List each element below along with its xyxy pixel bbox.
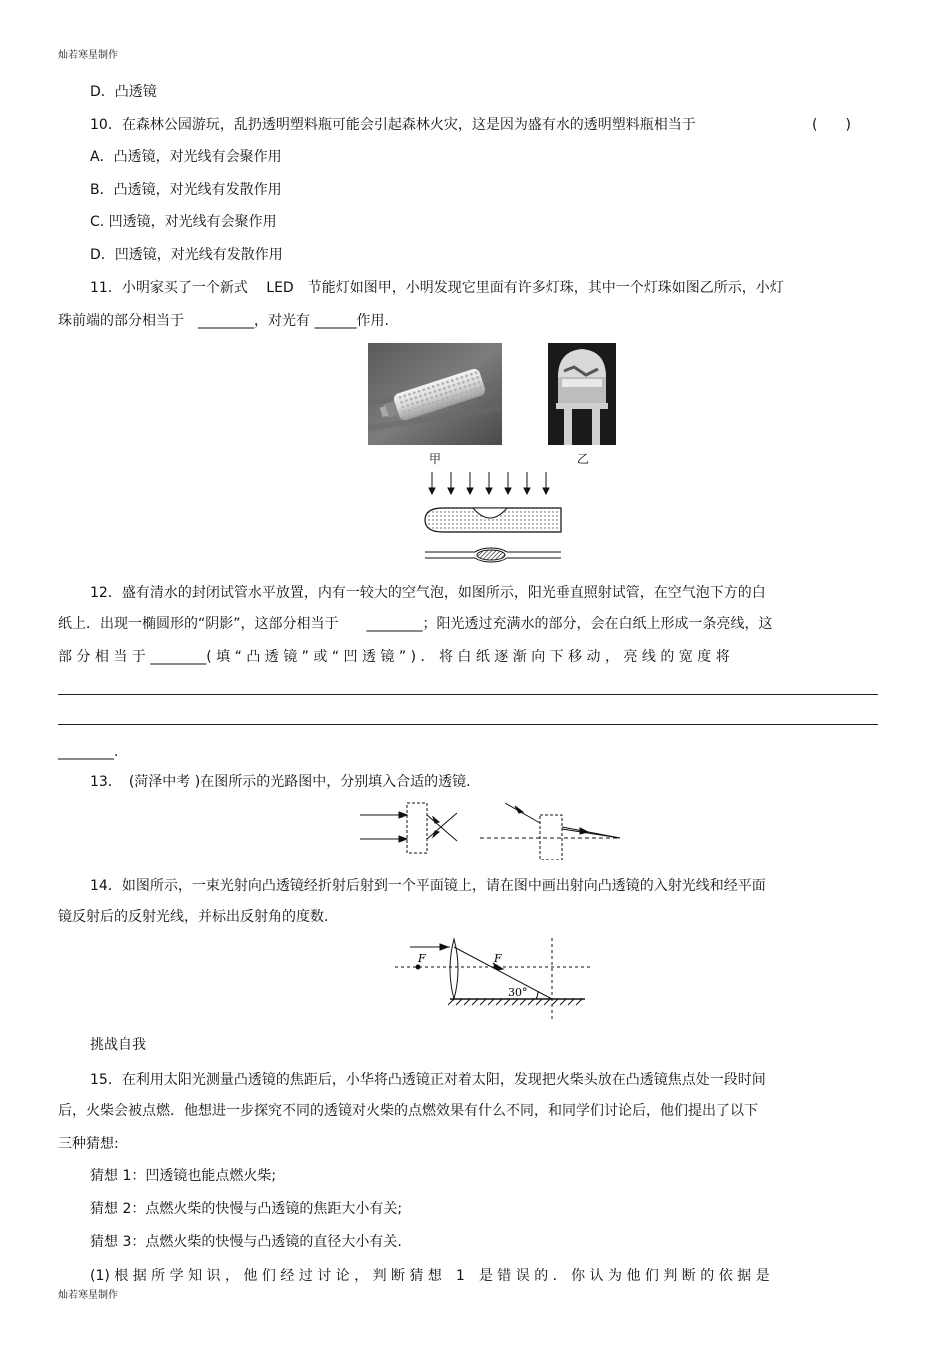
q12-line2: 纸上．出现一椭圆形的“阴影”，这部分相当于 ________；阳光透过充满水的部分，会在白纸上形成一条亮线，这: [58, 616, 773, 632]
q9-option-d: D．凸透镜: [90, 84, 157, 100]
q14-line2: 镜反射后的反射光线，并标出反射角的度数.: [58, 909, 329, 925]
answer-line: [58, 694, 878, 695]
q15-guess-1: 猜想 1：凹透镜也能点燃火柴;: [90, 1168, 277, 1184]
q14-lens-mirror-diagram: [390, 933, 595, 1023]
angle-label: 30°: [508, 986, 528, 999]
q15-guess-3: 猜想 3：点燃火柴的快慢与凸透镜的直径大小有关.: [90, 1234, 402, 1250]
focus-label-left: F: [418, 952, 426, 965]
q10-stem: 10．在森林公园游玩，乱扔透明塑料瓶可能会引起森林火灾，这是因为盛有水的透明塑料瓶相当于: [90, 117, 696, 133]
q15-line3: 三种猜想:: [58, 1136, 119, 1152]
q10-option-b: B．凸透镜，对光线有发散作用: [90, 182, 282, 198]
q15-line1: 15．在利用太阳光测量凸透镜的焦距后，小华将凸透镜正对着太阳，发现把火柴头放在凸透镜焦点处一段时间: [90, 1072, 766, 1088]
q13-text: 13． (菏泽中考 )在图所示的光路图中，分别填入合适的透镜.: [90, 774, 471, 790]
q12-line3: 部 分 相 当 于 ________( 填 “ 凸 透 镜 ” 或 “ 凹 透 镜 ” ) ． 将 白 纸 逐 渐 向 下 移 动 ， 亮 线 的 宽 度 将: [58, 649, 730, 665]
q12-line4: ________.: [58, 744, 119, 760]
q12-line1: 12．盛有清水的封闭试管水平放置，内有一较大的空气泡，如图所示，阳光垂直照射试管，在空气泡下方的白: [90, 585, 766, 601]
q10-option-a: A．凸透镜，对光线有会聚作用: [90, 149, 282, 165]
section-title: 挑战自我: [90, 1037, 146, 1053]
q15-sub1: (1) 根 据 所 学 知 识 ， 他 们 经 过 讨 论 ， 判 断 猜 想 1 是 错 误 的 ． 你 认 为 他 们 判 断 的 依 据 是: [90, 1268, 770, 1284]
q10-option-d: D．凹透镜，对光线有发散作用: [90, 247, 283, 263]
led-bulb-photo: [368, 343, 502, 445]
sunlight-arrows: [429, 472, 549, 494]
q15-line2: 后，火柴会被点燃．他想进一步探究不同的透镜对火柴的点燃效果有什么不同，和同学们讨论后，他们提出了以下: [58, 1103, 758, 1119]
q15-guess-2: 猜想 2：点燃火柴的快慢与凸透镜的焦距大小有关;: [90, 1201, 403, 1217]
led-bead-photo: [548, 343, 616, 445]
caption-yi: 乙: [577, 452, 590, 466]
caption-jia: 甲: [429, 452, 442, 466]
header-watermark: 灿若寒星制作: [58, 50, 118, 61]
white-paper: [425, 548, 561, 562]
q13-light-path-diagram: [355, 795, 630, 860]
q14-line1: 14．如图所示，一束光射向凸透镜经折射后射到一个平面镜上，请在图中画出射向凸透镜的入射光线和经平面: [90, 878, 766, 894]
test-tube: [425, 508, 561, 532]
footer-watermark: 灿若寒星制作: [58, 1290, 118, 1301]
refracted-ray: [454, 947, 552, 999]
answer-line: [58, 724, 878, 725]
right-light-path: [480, 803, 620, 860]
q11-line1: 11．小明家买了一个新式 LED 节能灯如图甲，小明发现它里面有许多灯珠，其中一个灯珠如图乙所示，小灯: [90, 280, 784, 296]
focus-label-right: F: [494, 952, 502, 965]
q10-option-c: C. 凹透镜，对光线有会聚作用: [90, 214, 277, 230]
test-tube-diagram: [415, 470, 565, 570]
q11-line2: 珠前端的部分相当于 ________，对光有 ______作用.: [58, 313, 389, 329]
left-light-path: [360, 803, 457, 853]
q10-answer-bracket: ( ): [812, 117, 851, 133]
